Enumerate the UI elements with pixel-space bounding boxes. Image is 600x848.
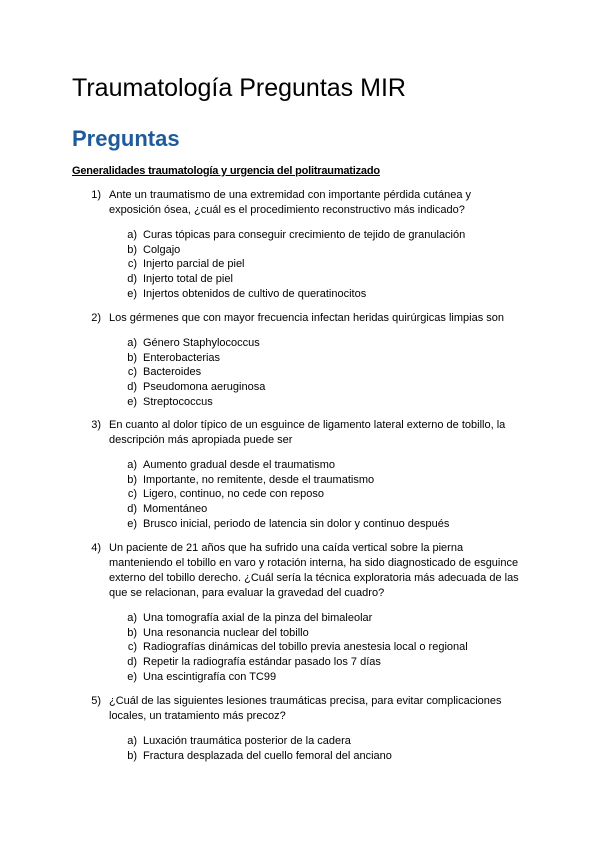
option-letter: a)	[127, 735, 137, 747]
option-text: Fractura desplazada del cuello femoral del anciano	[143, 749, 392, 762]
option-letter: a)	[127, 459, 137, 471]
option-letter: c)	[127, 366, 137, 379]
option-text: Luxación traumática posterior de la cadera	[143, 735, 351, 747]
option-text: Radiografías dinámicas del tobillo previa anestesia local o regional	[143, 641, 468, 654]
option-text: Repetir la radiografía estándar pasado los 7 días	[143, 656, 381, 669]
option-text: Injertos obtenidos de cultivo de queratinocitos	[143, 287, 367, 300]
question-number: 1)	[91, 189, 101, 201]
answer-options	[72, 228, 542, 302]
answer-option	[72, 517, 542, 532]
option-letter: c)	[127, 641, 137, 654]
option-letter: e)	[127, 395, 137, 408]
option-text: Género Staphylococcus	[143, 337, 260, 349]
answer-option	[72, 626, 542, 641]
answer-option	[72, 365, 542, 380]
option-text: Ligero, continuo, no cede con reposo	[143, 488, 325, 501]
question-line: Los gérmenes que con mayor frecuencia infectan heridas quirúrgicas limpias son	[109, 312, 504, 324]
option-letter: a)	[127, 229, 137, 241]
answer-option	[72, 749, 542, 764]
option-letter: d)	[127, 656, 137, 669]
answer-option	[72, 611, 542, 626]
question-line: exposición ósea, ¿cuál es el procedimiento reconstructivo más indicado?	[109, 204, 465, 216]
question-line: Ante un traumatismo de una extremidad con importante pérdida cutánea y	[109, 189, 471, 201]
option-text: Aumento gradual desde el traumatismo	[143, 459, 335, 471]
option-letter: b)	[127, 243, 137, 256]
document-title: Traumatología Preguntas MIR	[72, 74, 406, 102]
answer-option	[72, 257, 542, 272]
option-letter: e)	[127, 670, 137, 683]
question-text	[109, 311, 542, 326]
question-row	[72, 311, 542, 326]
option-letter: b)	[127, 626, 137, 639]
answer-option	[72, 336, 542, 351]
option-letter: a)	[127, 337, 137, 349]
option-text: Injerto total de piel	[143, 273, 233, 286]
option-letter: b)	[127, 749, 137, 762]
answer-option	[72, 395, 542, 410]
question-1	[72, 188, 542, 302]
answer-option	[72, 640, 542, 655]
option-letter: c)	[127, 488, 137, 501]
question-5	[72, 694, 542, 763]
answer-option	[72, 243, 542, 258]
answer-options	[72, 336, 542, 410]
answer-option	[72, 502, 542, 517]
question-text	[109, 694, 542, 724]
question-3	[72, 418, 542, 532]
answer-options	[72, 611, 542, 685]
option-text: Curas tópicas para conseguir crecimiento de tejido de granulación	[143, 229, 466, 241]
option-text: Bacteroides	[143, 366, 202, 379]
question-row	[72, 541, 542, 601]
option-text: Brusco inicial, periodo de latencia sin dolor y continuo después	[143, 517, 450, 530]
answer-option	[72, 734, 542, 749]
option-text: Una tomografía axial de la pinza del bimaleolar	[143, 612, 373, 624]
question-text	[109, 418, 542, 448]
question-line: externo del tobillo derecho. ¿Cuál sería la técnica exploratoria más adecuada de las	[109, 572, 519, 584]
option-letter: a)	[127, 612, 137, 624]
question-line: que se relacionan, para evaluar la gravedad del cuadro?	[109, 587, 385, 599]
answer-options	[72, 458, 542, 532]
answer-option	[72, 458, 542, 473]
option-text: Momentáneo	[143, 503, 208, 516]
question-line: Un paciente de 21 años que ha sufrido una caída vertical sobre la pierna	[109, 542, 464, 554]
option-text: Enterobacterias	[143, 351, 221, 364]
option-letter: b)	[127, 351, 137, 364]
option-text: Pseudomona aeruginosa	[143, 381, 266, 394]
answer-option	[72, 272, 542, 287]
option-text: Streptococcus	[143, 395, 213, 408]
answer-option	[72, 670, 542, 685]
answer-option	[72, 380, 542, 395]
question-row	[72, 188, 542, 218]
question-2	[72, 311, 542, 410]
option-text: Colgajo	[143, 243, 181, 256]
question-number: 3)	[91, 419, 101, 431]
question-line: descripción más apropiada puede ser	[109, 434, 293, 446]
answer-option	[72, 351, 542, 366]
question-text	[109, 188, 542, 218]
question-number: 5)	[91, 695, 101, 707]
option-letter: e)	[127, 287, 137, 300]
answer-option	[72, 287, 542, 302]
question-line: locales, un tratamiento más precoz?	[109, 710, 286, 722]
question-row	[72, 694, 542, 724]
topic-subheading: Generalidades traumatología y urgencia del politraumatizado	[72, 165, 380, 177]
option-text: Una escintigrafía con TC99	[143, 670, 277, 683]
question-row	[72, 418, 542, 448]
question-line: manteniendo el tobillo en varo y rotación interna, ha sido diagnosticado de esguince	[109, 557, 519, 569]
option-text: Una resonancia nuclear del tobillo	[143, 626, 309, 639]
answer-option	[72, 473, 542, 488]
option-letter: c)	[127, 258, 137, 271]
question-line: ¿Cuál de las siguientes lesiones traumáticas precisa, para evitar complicaciones	[109, 695, 502, 707]
answer-options	[72, 734, 542, 763]
option-letter: d)	[127, 503, 137, 516]
answer-option	[72, 487, 542, 502]
question-4	[72, 541, 542, 685]
answer-option	[72, 655, 542, 670]
question-line: En cuanto al dolor típico de un esguince de ligamento lateral externo de tobillo, la	[109, 419, 506, 431]
question-number: 2)	[91, 312, 101, 324]
section-heading: Preguntas	[72, 126, 180, 151]
option-letter: b)	[127, 473, 137, 486]
option-letter: e)	[127, 517, 137, 530]
question-text	[109, 541, 542, 601]
option-text: Injerto parcial de piel	[143, 258, 245, 271]
option-text: Importante, no remitente, desde el traumatismo	[143, 473, 375, 486]
option-letter: d)	[127, 273, 137, 286]
option-letter: d)	[127, 381, 137, 394]
answer-option	[72, 228, 542, 243]
question-number: 4)	[91, 542, 101, 554]
